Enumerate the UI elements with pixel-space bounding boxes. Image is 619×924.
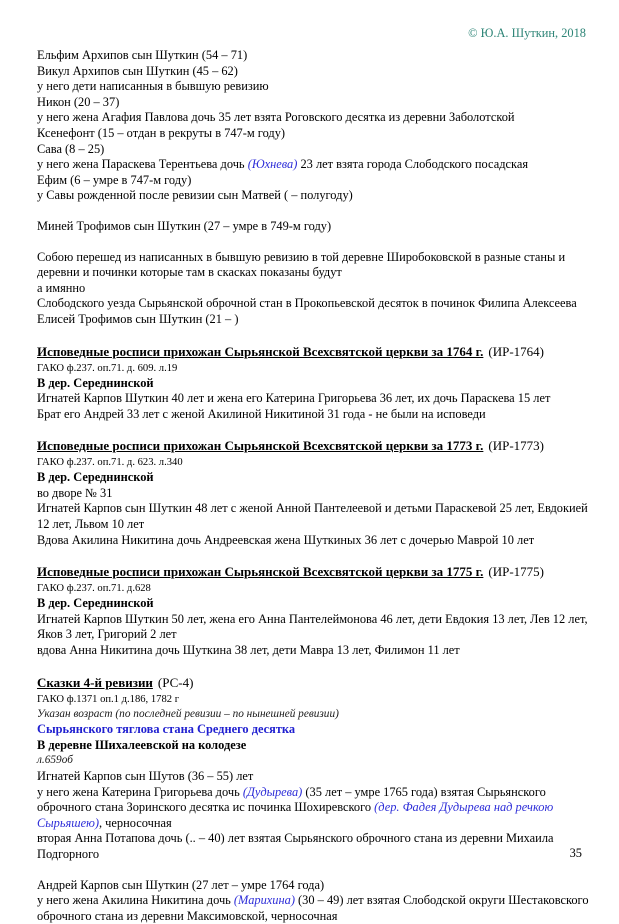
place-line: В дер. Середнинской — [37, 596, 154, 611]
text-line: Викул Архипов сын Шуткин (45 – 62) — [37, 63, 238, 78]
text-line: у него дети написанныя в бывшую ревизию — [37, 79, 269, 94]
page-number: 35 — [569, 846, 582, 861]
place-line: В деревне Шихалеевской на колодезе — [37, 737, 247, 752]
age-format-note: Указан возраст (по последней ревизии – по нынешней ревизии) — [37, 707, 339, 720]
text-line: Сава (8 – 25) — [37, 141, 105, 156]
text-line: Вдова Акилина Никитина дочь Андреевская жена Шуткиных 36 лет с дочерью Маврой 10 лет — [37, 532, 535, 547]
spacer — [37, 235, 589, 250]
text-line: Слободского уезда Сырьянской оброчной стан в Прокопьевской десяток в починок Филипа Алексеева — [37, 296, 577, 311]
archive-reference: ГАКО ф.237. оп.71. д. 623. л.340 — [37, 457, 183, 469]
maiden-name-annotation: (Марихина) — [233, 893, 295, 908]
text-line: Игнатей Карпов сын Шуткин 48 лет с женой Анной Пантелеевой и детьми Параскевой 25 лет, Евдокией 12 лет, Львом 10 лет — [37, 501, 588, 532]
archive-reference: ГАКО ф.237. оп.71. д.628 — [37, 583, 151, 595]
text-line: Елисей Трофимов сын Шуткин (21 – ) — [37, 311, 239, 326]
section-title: Исповедные росписи прихожан Сырьянской Всехсвятской церкви за 1775 г. — [37, 564, 484, 580]
section-title: Исповедные росписи прихожан Сырьянской Всехсвятской церкви за 1773 г. — [37, 438, 484, 454]
text-line: Никон (20 – 37) — [37, 94, 120, 109]
record-lines — [37, 501, 589, 548]
section-code: (ИР-1773) — [488, 438, 544, 454]
yard-line: во дворе № 31 — [37, 485, 113, 500]
section-rs-4 — [37, 674, 589, 924]
text-line: вдова Анна Никитина дочь Шуткина 38 лет, дети Мавра 13 лет, Филимон 11 лет — [37, 643, 460, 658]
ignatey-line: Игнатей Карпов сын Шутов (36 – 55) лет — [37, 769, 254, 783]
section-ir-1775 — [37, 563, 589, 658]
section-heading — [37, 563, 589, 581]
section-code: (ИР-1775) — [488, 564, 544, 580]
text-line: Игнатей Карпов Шуткин 50 лет, жена его Анна Пантелеймонова 46 лет, дети Евдокия 13 лет, Лев 12 лет, Яков 3 лет, Григорий 2 лет — [37, 611, 588, 642]
text-segment: у него жена Параскева Терентьева дочь — [37, 157, 248, 172]
text-segment: (30 – 49) лет взятая Слободской округи Шестаковского оброчного стана из деревни Максимовской, черносочная — [37, 893, 589, 923]
place-line: В дер. Середнинской — [37, 470, 154, 485]
section-heading — [37, 437, 589, 455]
copyright-notice: © Ю.А. Шуткин, 2018 — [468, 26, 586, 40]
revision-1748-block-b — [37, 173, 589, 204]
place-line: В дер. Середнинской — [37, 375, 154, 390]
text-segment: у него жена Катерина Григорьева дочь — [37, 784, 243, 799]
ignatey-wife1-line — [37, 785, 589, 832]
andrey-line: Андрей Карпов сын Шуткин (27 лет – умре 1764 года) — [37, 877, 325, 892]
andrey-wife-line — [37, 893, 589, 924]
text-line: Собою перешед из написанных в бывшую ревизию в той деревне Широбоковской в разные станы и деревни и починки которые там в скасках показаны будут — [37, 249, 566, 280]
text-segment: (35 лет – умре 1765 года) взятая Сырьянского оброчного стана Зоринского десятка ис починка Шохиревского — [37, 784, 546, 815]
text-line: Ельфим Архипов сын Шуткин (54 – 71) — [37, 48, 248, 62]
moved-households-paragraph — [37, 250, 589, 328]
spacer — [37, 863, 589, 878]
miney-line: Миней Трофимов сын Шуткин (27 – умре в 749-м году) — [37, 218, 332, 233]
sava-wife-line — [37, 157, 589, 173]
section-code: (РС-4) — [157, 674, 194, 690]
record-lines — [37, 391, 589, 422]
ignatey-wife2-line: вторая Анна Потапова дочь (.. – 40) лет взятая Сырьянского оброчного стана из деревни Михаила Подгорного — [37, 831, 554, 861]
record-lines — [37, 612, 589, 659]
revision-1748-block-a — [37, 48, 589, 157]
text-line: Брат его Андрей 33 лет с женой Акилиной Никитиной 31 года - не были на исповеди — [37, 406, 486, 421]
section-title: Сказки 4-й ревизии — [37, 674, 153, 690]
text-line: Ксенефонт (15 – отдан в рекруты в 747-м году) — [37, 125, 286, 140]
section-ir-1773 — [37, 437, 589, 548]
section-heading — [37, 343, 589, 361]
maiden-name-annotation: (дер. Фадея Дудырева над речкою Сырьяшею) — [37, 800, 554, 830]
maiden-name-annotation: (Дудырева) — [242, 784, 303, 799]
maiden-name-annotation: (Юхнева) — [247, 157, 298, 172]
archive-reference: ГАКО ф.237. оп.71. д. 609. л.19 — [37, 362, 178, 374]
section-code: (ИР-1764) — [488, 343, 544, 359]
text-line: а имянно — [37, 280, 86, 295]
text-line: Ефим (6 – умре в 747-м году) — [37, 172, 192, 187]
spacer — [37, 204, 589, 219]
text-line: у Савы рожденной после ревизии сын Матвей ( – полугоду) — [37, 188, 353, 203]
archive-reference: ГАКО ф.1371 оп.1 д.186, 1782 г — [37, 693, 180, 705]
section-heading — [37, 674, 589, 692]
text-segment: у него жена Акилина Никитина дочь — [37, 893, 234, 908]
folio-reference: л.659об — [37, 754, 73, 767]
text-line: у него жена Агафия Павлова дочь 35 лет взята Роговского десятка из деревни Заболотской — [37, 110, 515, 125]
text-segment: , черносочная — [98, 815, 172, 830]
district-line: Сырьянского тяглова стана Среднего десятка — [37, 722, 296, 737]
text-line: Игнатей Карпов Шуткин 40 лет и жена его Катерина Григорьева 36 лет, их дочь Параскева 15 лет — [37, 391, 551, 406]
document-content — [37, 48, 589, 924]
text-segment: 23 лет взята города Слободского посадская — [297, 157, 529, 172]
section-title: Исповедные росписи прихожан Сырьянской Всехсвятской церкви за 1764 г. — [37, 343, 484, 359]
section-ir-1764 — [37, 343, 589, 423]
